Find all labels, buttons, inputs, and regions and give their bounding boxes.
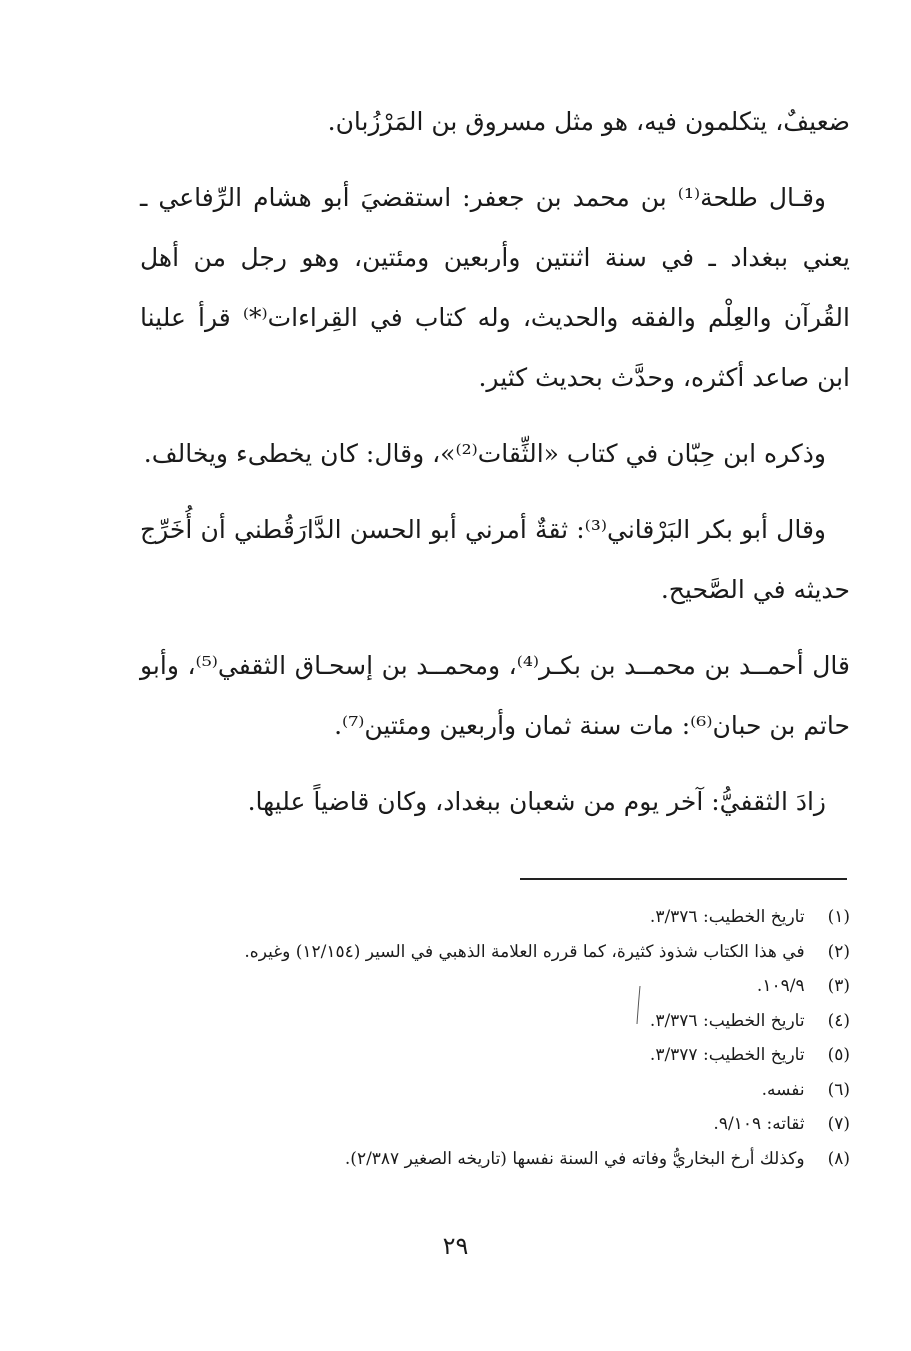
- footnote: [150, 1038, 850, 1073]
- footnote-number: (٦): [827, 1079, 850, 1100]
- footnote-number: (٧): [827, 1114, 850, 1134]
- footnote-text: نفسه.: [761, 1079, 805, 1100]
- main-text: [140, 92, 850, 848]
- footnote-number: (٤): [827, 1010, 850, 1031]
- footnote-number: (١): [827, 907, 850, 927]
- paragraph: ضعيفٌ، يتكلمون فيه، هو مثل مسروق بن المَرْزُبان.: [327, 107, 850, 136]
- footnote-number: (٣): [827, 976, 850, 996]
- paragraph: وقال أبو بكر البَرْقاني⁽³⁾: ثقةٌ أمرني أبو الحسن الدَّارَقُطني أن أُخَرِّج حديثه في الصَّحيح.: [140, 515, 850, 604]
- footnote-number: (٥): [827, 1045, 850, 1065]
- footnote: [150, 969, 850, 1004]
- footnote: [150, 935, 850, 970]
- paragraph: وقـال طلحة⁽¹⁾ بن محمد بن جعفر: استقضيَ أبو هشام الرِّفاعي ـ يعني ببغداد ـ في سنة اثنتين وأربعين ومئتين، وهو رجل من أهل القُرآن والعِلْم والفقه والحديث، وله كتاب في القِراءات⁽*⁾ قرأ علينا ابن صاعد أكثره، وحدَّث بحديث كثير.: [140, 183, 850, 392]
- footnote: [150, 1107, 850, 1142]
- footnote-text: تاريخ الخطيب: ٣/٣٧٦.: [649, 907, 805, 927]
- footnote-text: تاريخ الخطيب: ٣/٣٧٦.: [649, 1010, 805, 1031]
- footnote: [150, 1142, 850, 1177]
- footnote: [150, 1004, 850, 1039]
- pen-stroke-mark: [636, 985, 642, 1025]
- paragraph: وذكره ابن حِبّان في كتاب «الثِّقات⁽²⁾»، وقال: كان يخطىء ويخالف.: [143, 439, 826, 468]
- footnotes-list: [150, 900, 850, 1176]
- footnote: [150, 1073, 850, 1108]
- page-number: ٢٩: [442, 1232, 469, 1260]
- footnote-text: تاريخ الخطيب: ٣/٣٧٧.: [649, 1045, 805, 1065]
- footnote-text: ثقاته: ٩/١٠٩.: [713, 1114, 805, 1134]
- footnote-number: (٢): [827, 941, 850, 962]
- footnote-text: في هذا الكتاب شذوذ كثيرة، كما قرره العلامة الذهبي في السير (١٢/١٥٤) وغيره.: [244, 941, 805, 962]
- footnote-text: وكذلك أرخ البخاريُّ وفاته في السنة نفسها (تاريخه الصغير ٢/٣٨٧).: [344, 1148, 805, 1169]
- footnote-separator: [520, 878, 847, 880]
- paragraph: قال أحمــد بن محمــد بن بكـر⁽⁴⁾، ومحمــد بن إسحـاق الثقفي⁽⁵⁾، وأبو حاتم بن حبان⁽⁶⁾: مات سنة ثمان وأربعين ومئتين⁽⁷⁾.: [140, 651, 850, 740]
- footnote-text: ١٠٩/٩.: [756, 976, 805, 996]
- footnote: [150, 900, 850, 935]
- paragraph: زادَ الثقفيُّ: آخر يوم من شعبان ببغداد، وكان قاضياً عليها.: [247, 787, 826, 816]
- footnote-number: (٨): [827, 1148, 850, 1169]
